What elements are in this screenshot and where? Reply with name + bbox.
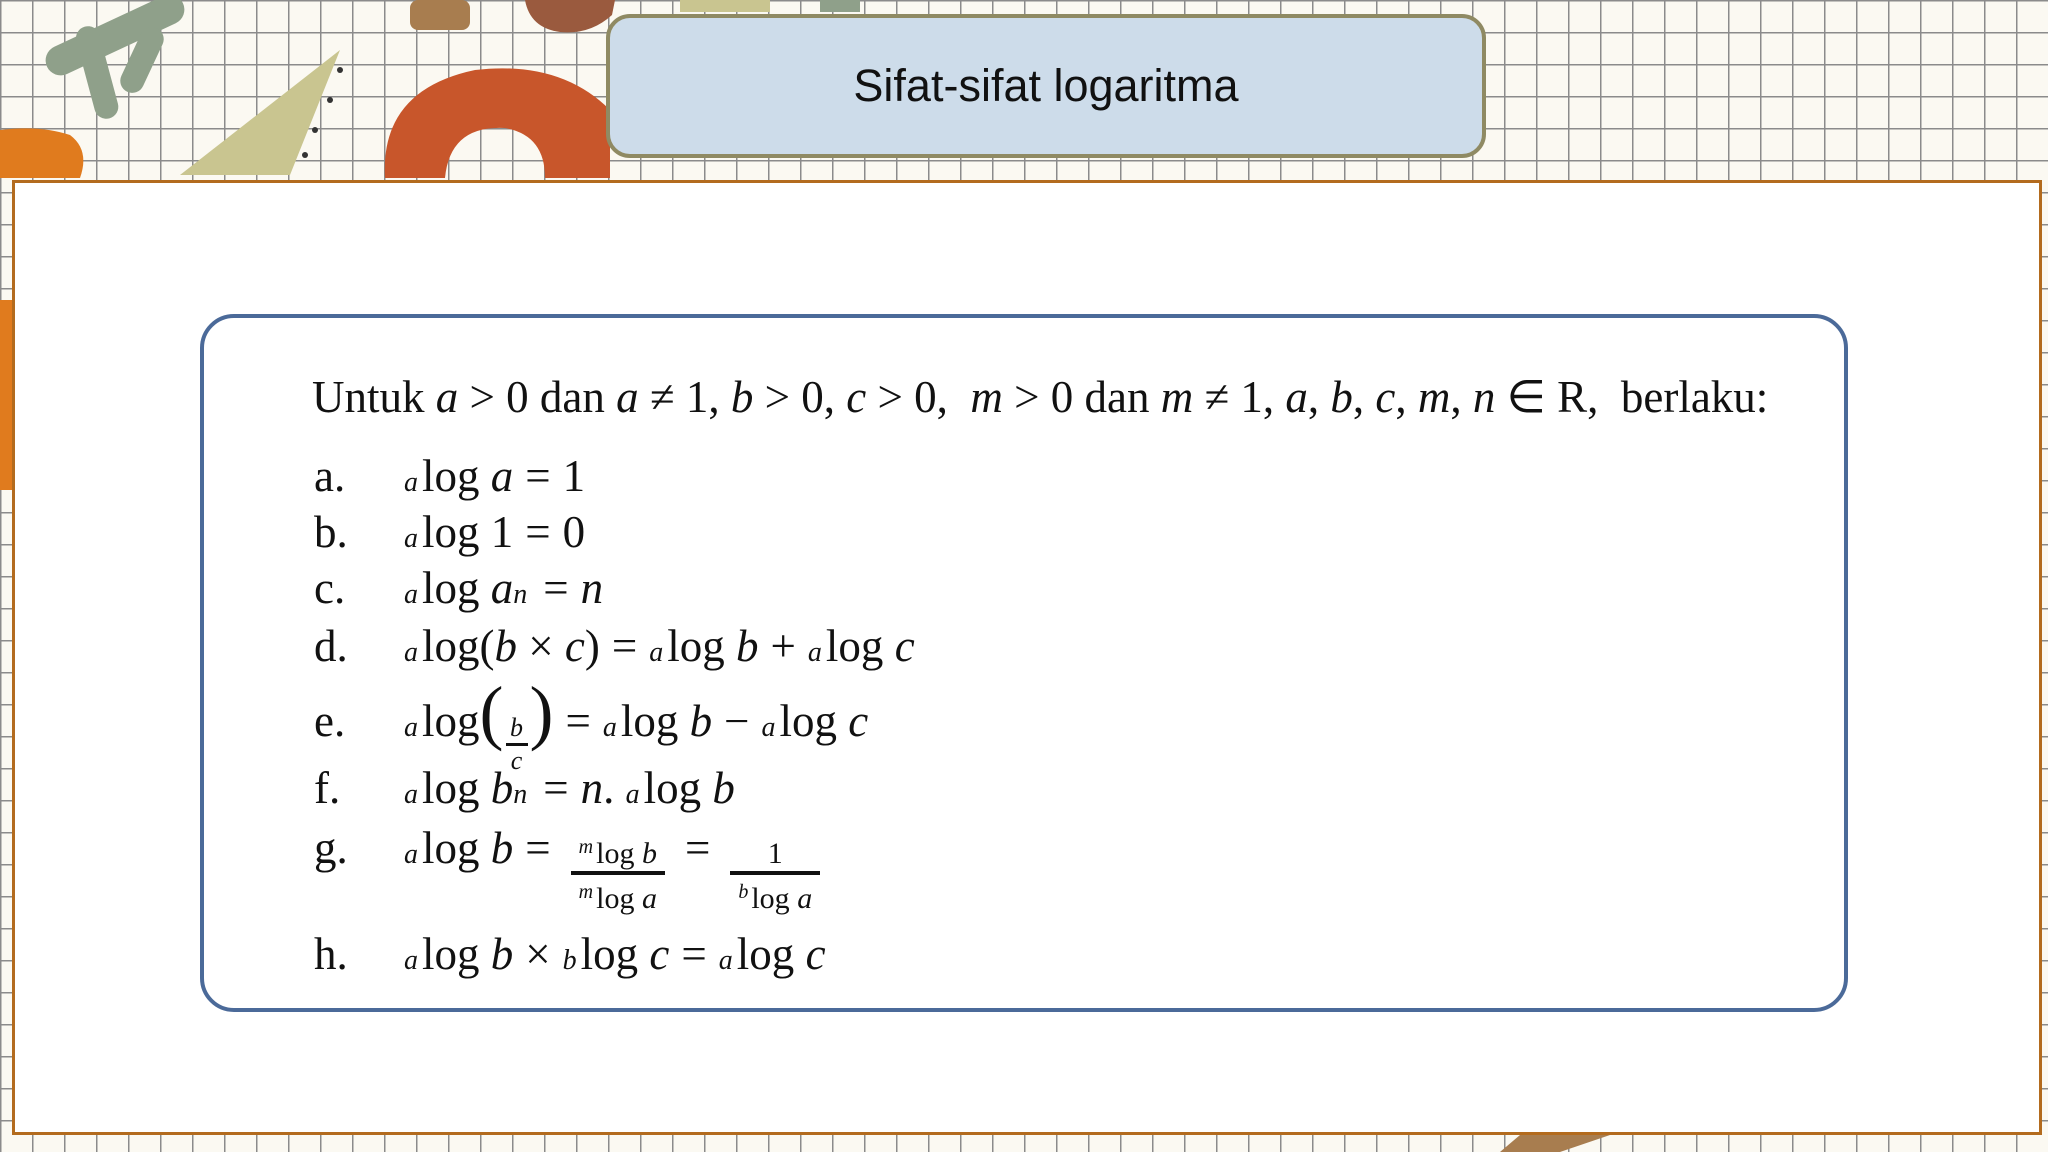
intro-dan-1: dan: [539, 372, 605, 422]
property-b: b. a log 1 = 0: [314, 507, 586, 557]
intro-berlaku: berlaku:: [1620, 372, 1769, 422]
intro-conditions: Untuk a > 0 dan a ≠ 1, b > 0, c > 0, m > 0 dan m ≠ 1, a, b, c, m, n ∈ R, berlaku:: [312, 372, 1769, 422]
intro-dan-2: dan: [1084, 372, 1150, 422]
bottom-deco-shape: [1500, 1135, 1610, 1152]
dark-red-shape: [525, 0, 615, 32]
property-d: d. a log( b × c ) = a log b + a log c: [314, 621, 915, 671]
property-g: g. a log b = $\frac{^m \log b}{^m \log a}$ = $\frac{1}{^b \log a}$: [314, 822, 828, 916]
property-label: a.: [314, 451, 346, 501]
protractor-shape: [385, 68, 610, 178]
slide-title: Sifat-sifat logaritma: [853, 60, 1239, 111]
property-c: c. a log a n = n: [314, 563, 604, 613]
triangle-ruler-shape: [180, 50, 340, 175]
orange-left-shape: [0, 128, 83, 178]
property-label: f.: [314, 763, 341, 813]
property-label: b.: [314, 507, 348, 557]
property-h: h. a log b × b log c = a log c: [314, 929, 826, 979]
property-a: a. a log a = 1: [314, 451, 586, 501]
property-f: f. a log b n = n . a log b: [314, 763, 735, 813]
property-label: g.: [314, 823, 348, 873]
intro-untuk: Untuk: [312, 372, 425, 422]
title-box: [606, 14, 1486, 158]
property-e: e. a log ( b c ) = a log b − a log c: [314, 672, 869, 775]
brown-block-shape: [410, 0, 470, 30]
property-label: d.: [314, 621, 348, 671]
pi-symbol-shape: [41, 0, 190, 121]
property-label: c.: [314, 563, 346, 613]
property-label: h.: [314, 929, 348, 979]
property-label: e.: [314, 696, 346, 746]
formula-card: [200, 314, 1848, 1012]
